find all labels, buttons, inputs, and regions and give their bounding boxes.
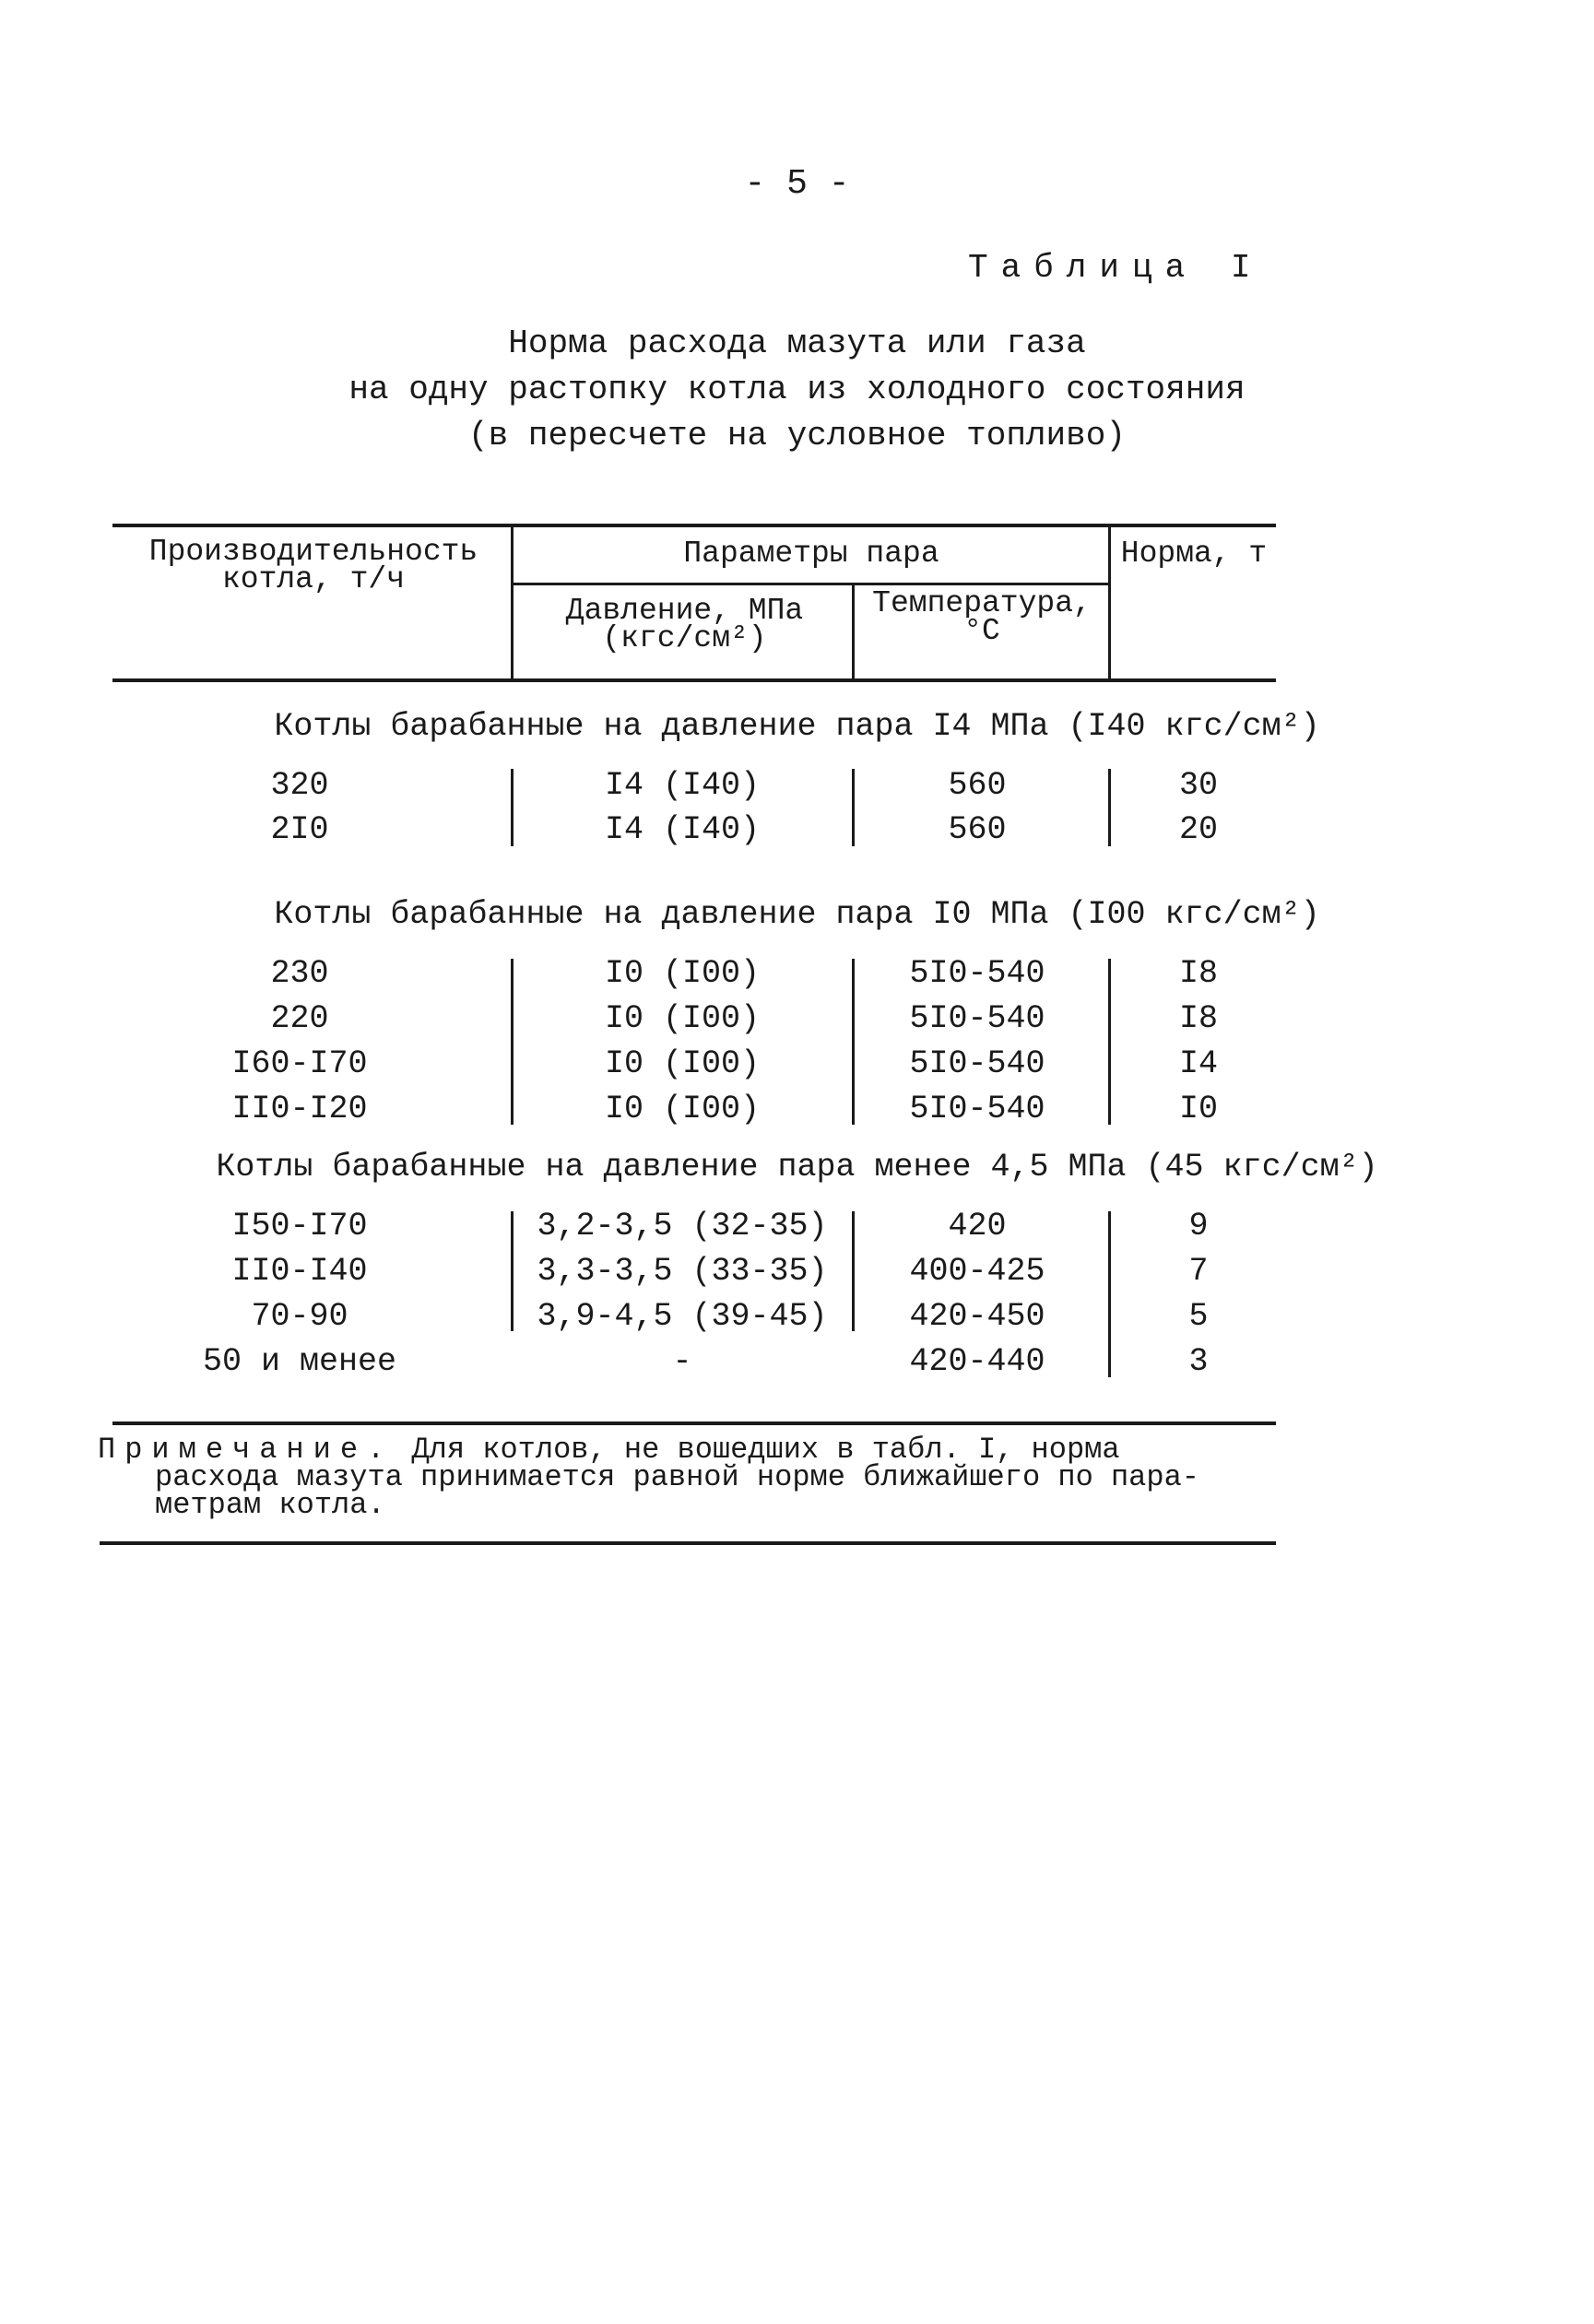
table-cell: I0 (I00) <box>604 1000 761 1037</box>
table-cell: 400-425 <box>909 1253 1045 1290</box>
table-cell: I4 (I40) <box>604 811 761 848</box>
table-cell: 3,2-3,5 (32-35) <box>537 1208 828 1245</box>
section-title: Котлы барабанные на давление пара I0 МПа (I00 кгс/см²) <box>274 896 1320 933</box>
table-cell: 5I0-540 <box>909 1045 1045 1082</box>
header-group-rule <box>513 583 1110 585</box>
table-cell: I4 (I40) <box>604 767 761 804</box>
header-pressure: Давление, МПа (кгс/см²) <box>565 594 804 655</box>
table-cell: 2I0 <box>270 811 329 848</box>
column-divider <box>511 769 514 846</box>
table-cell: 5I0-540 <box>909 955 1045 992</box>
note-line3: метрам котла. <box>155 1488 385 1522</box>
note-line1: Для котлов, не вошедших в табл. I, норма <box>394 1433 1120 1467</box>
header-temperature: Температура, °С <box>872 586 1092 648</box>
table-cell: 3 <box>1188 1343 1209 1380</box>
column-divider <box>1108 1211 1111 1377</box>
header-divider-3 <box>1108 525 1111 680</box>
header-divider-1 <box>511 525 514 680</box>
table-cell: 3,9-4,5 (39-45) <box>537 1298 828 1335</box>
table-cell: 320 <box>270 767 329 804</box>
table-cell: II0-I40 <box>231 1253 368 1290</box>
table-cell: I60-I70 <box>231 1045 368 1082</box>
table-cell: 5I0-540 <box>909 1000 1045 1037</box>
section-title: Котлы барабанные на давление пара менее 4,5 МПа (45 кгс/см²) <box>216 1149 1378 1186</box>
table-cell: 5I0-540 <box>909 1091 1045 1127</box>
table-cell: 220 <box>270 1000 329 1037</box>
header-norm: Норма, т <box>1120 537 1268 571</box>
header-capacity: Производительность котла, т/ч <box>148 535 478 596</box>
section-title: Котлы барабанные на давление пара I4 МПа (I40 кгс/см²) <box>274 708 1320 745</box>
table-cell: I50-I70 <box>231 1208 368 1245</box>
header-steam-params: Параметры пара <box>683 537 939 571</box>
table-cell: 230 <box>270 955 329 992</box>
header-divider-2 <box>852 584 855 680</box>
table-cell: I0 <box>1178 1091 1218 1127</box>
note-bottom-rule <box>100 1541 1276 1545</box>
page-number: - 5 - <box>744 164 850 204</box>
table-cell: 3,3-3,5 (33-35) <box>537 1253 828 1290</box>
table-cell: 30 <box>1178 767 1218 804</box>
column-divider <box>511 959 514 1125</box>
table-note <box>98 1433 1199 1522</box>
table-title-line2: на одну растопку котла из холодного состояния <box>348 371 1246 408</box>
column-divider <box>1108 959 1111 1125</box>
table-cell: I0 (I00) <box>604 955 761 992</box>
table-cell: 5 <box>1188 1298 1209 1335</box>
table-cell: 420 <box>948 1208 1007 1245</box>
table-cell: 50 и менее <box>202 1343 397 1380</box>
table-cell: 9 <box>1188 1208 1209 1245</box>
column-divider <box>852 769 855 846</box>
table-cell: I4 <box>1178 1045 1218 1082</box>
table-bottom-rule <box>112 1422 1276 1425</box>
column-divider <box>852 959 855 1125</box>
note-line2: расхода мазута принимается равной норме ближайшего по пара- <box>155 1460 1199 1494</box>
table-cell: 560 <box>948 811 1007 848</box>
table-cell: - <box>672 1343 692 1380</box>
table-title-line3: (в пересчете на условное топливо) <box>468 417 1126 454</box>
column-divider <box>1108 769 1111 846</box>
table-cell: 7 <box>1188 1253 1209 1290</box>
table-cell: I0 (I00) <box>604 1045 761 1082</box>
table-title-line1: Норма расхода мазута или газа <box>508 324 1086 362</box>
table-cell: I8 <box>1178 1000 1218 1037</box>
note-lead: Примечание. <box>98 1433 395 1467</box>
table-cell: 420-450 <box>909 1298 1045 1335</box>
table-cell: 20 <box>1178 811 1218 848</box>
table-cell: I0 (I00) <box>604 1091 761 1127</box>
table-cell: I8 <box>1178 955 1218 992</box>
table-cell: 560 <box>948 767 1007 804</box>
column-divider <box>852 1211 855 1331</box>
table-header-bottom-rule <box>112 678 1276 682</box>
column-divider <box>511 1211 514 1331</box>
table-label: Таблица I <box>968 249 1264 287</box>
table-cell: 420-440 <box>909 1343 1045 1380</box>
table-cell: 70-90 <box>251 1298 348 1335</box>
table-top-rule <box>112 524 1276 527</box>
table-cell: II0-I20 <box>231 1091 368 1127</box>
